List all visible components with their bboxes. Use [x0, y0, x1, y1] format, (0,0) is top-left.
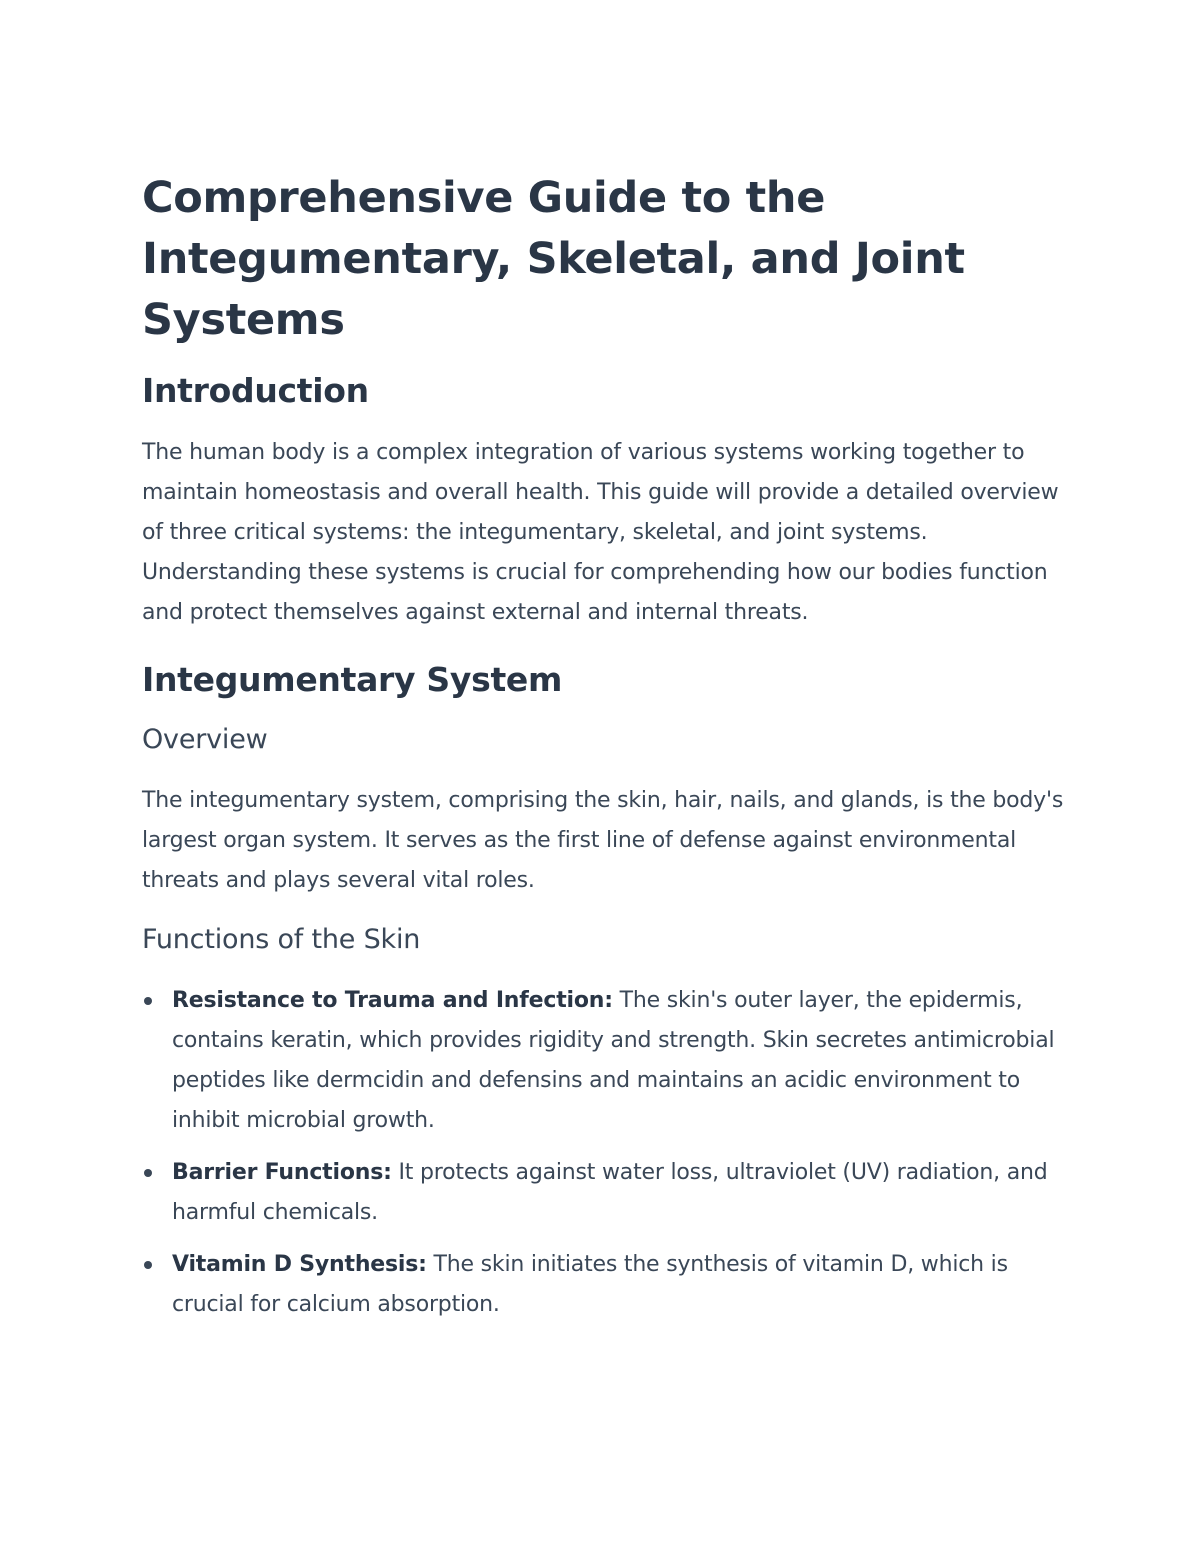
list-item-text: The skin initiates the synthesis of vitamin D, which is crucial for calcium absorption.	[172, 1252, 1008, 1317]
list-item-term: Resistance to Trauma and Infection:	[172, 988, 613, 1013]
bullet-icon	[144, 997, 152, 1005]
introduction-paragraph: The human body is a complex integration of various systems working together to maintain homeostasis and overall health. This guide will provide a detailed overview of three critical systems: the integumentary, skeletal, and joint systems. Understanding these systems is crucial for comprehending how our bodies function and protect themselves against external and internal threats.	[142, 440, 1059, 625]
overview-subheading: Overview	[142, 724, 268, 755]
bullet-icon	[144, 1169, 152, 1177]
overview-paragraph: The integumentary system, comprising the skin, hair, nails, and glands, is the body's largest organ system. It serves as the first line of defense against environmental threats and plays several vital roles.	[142, 788, 1064, 893]
integumentary-heading: Integumentary System	[142, 660, 563, 699]
list-item-text: The skin's outer layer, the epidermis, contains keratin, which provides rigidity and strength. Skin secretes antimicrobial peptides like dermcidin and defensins and maintains an acidic environment to inhibit microbial growth.	[172, 988, 1055, 1133]
list-item	[142, 1153, 1072, 1233]
bullet-icon	[144, 1261, 152, 1269]
introduction-heading: Introduction	[142, 371, 369, 410]
list-item-text: It protects against water loss, ultraviolet (UV) radiation, and harmful chemicals.	[172, 1160, 1048, 1225]
document-page	[142, 168, 1072, 1325]
functions-subheading: Functions of the Skin	[142, 924, 421, 955]
functions-list	[142, 981, 1072, 1325]
list-item	[142, 981, 1072, 1141]
list-item	[142, 1245, 1072, 1325]
list-item-term: Vitamin D Synthesis:	[172, 1252, 427, 1277]
document-title: Comprehensive Guide to the Integumentary, Skeletal, and Joint Systems	[142, 173, 965, 345]
list-item-term: Barrier Functions:	[172, 1160, 392, 1185]
